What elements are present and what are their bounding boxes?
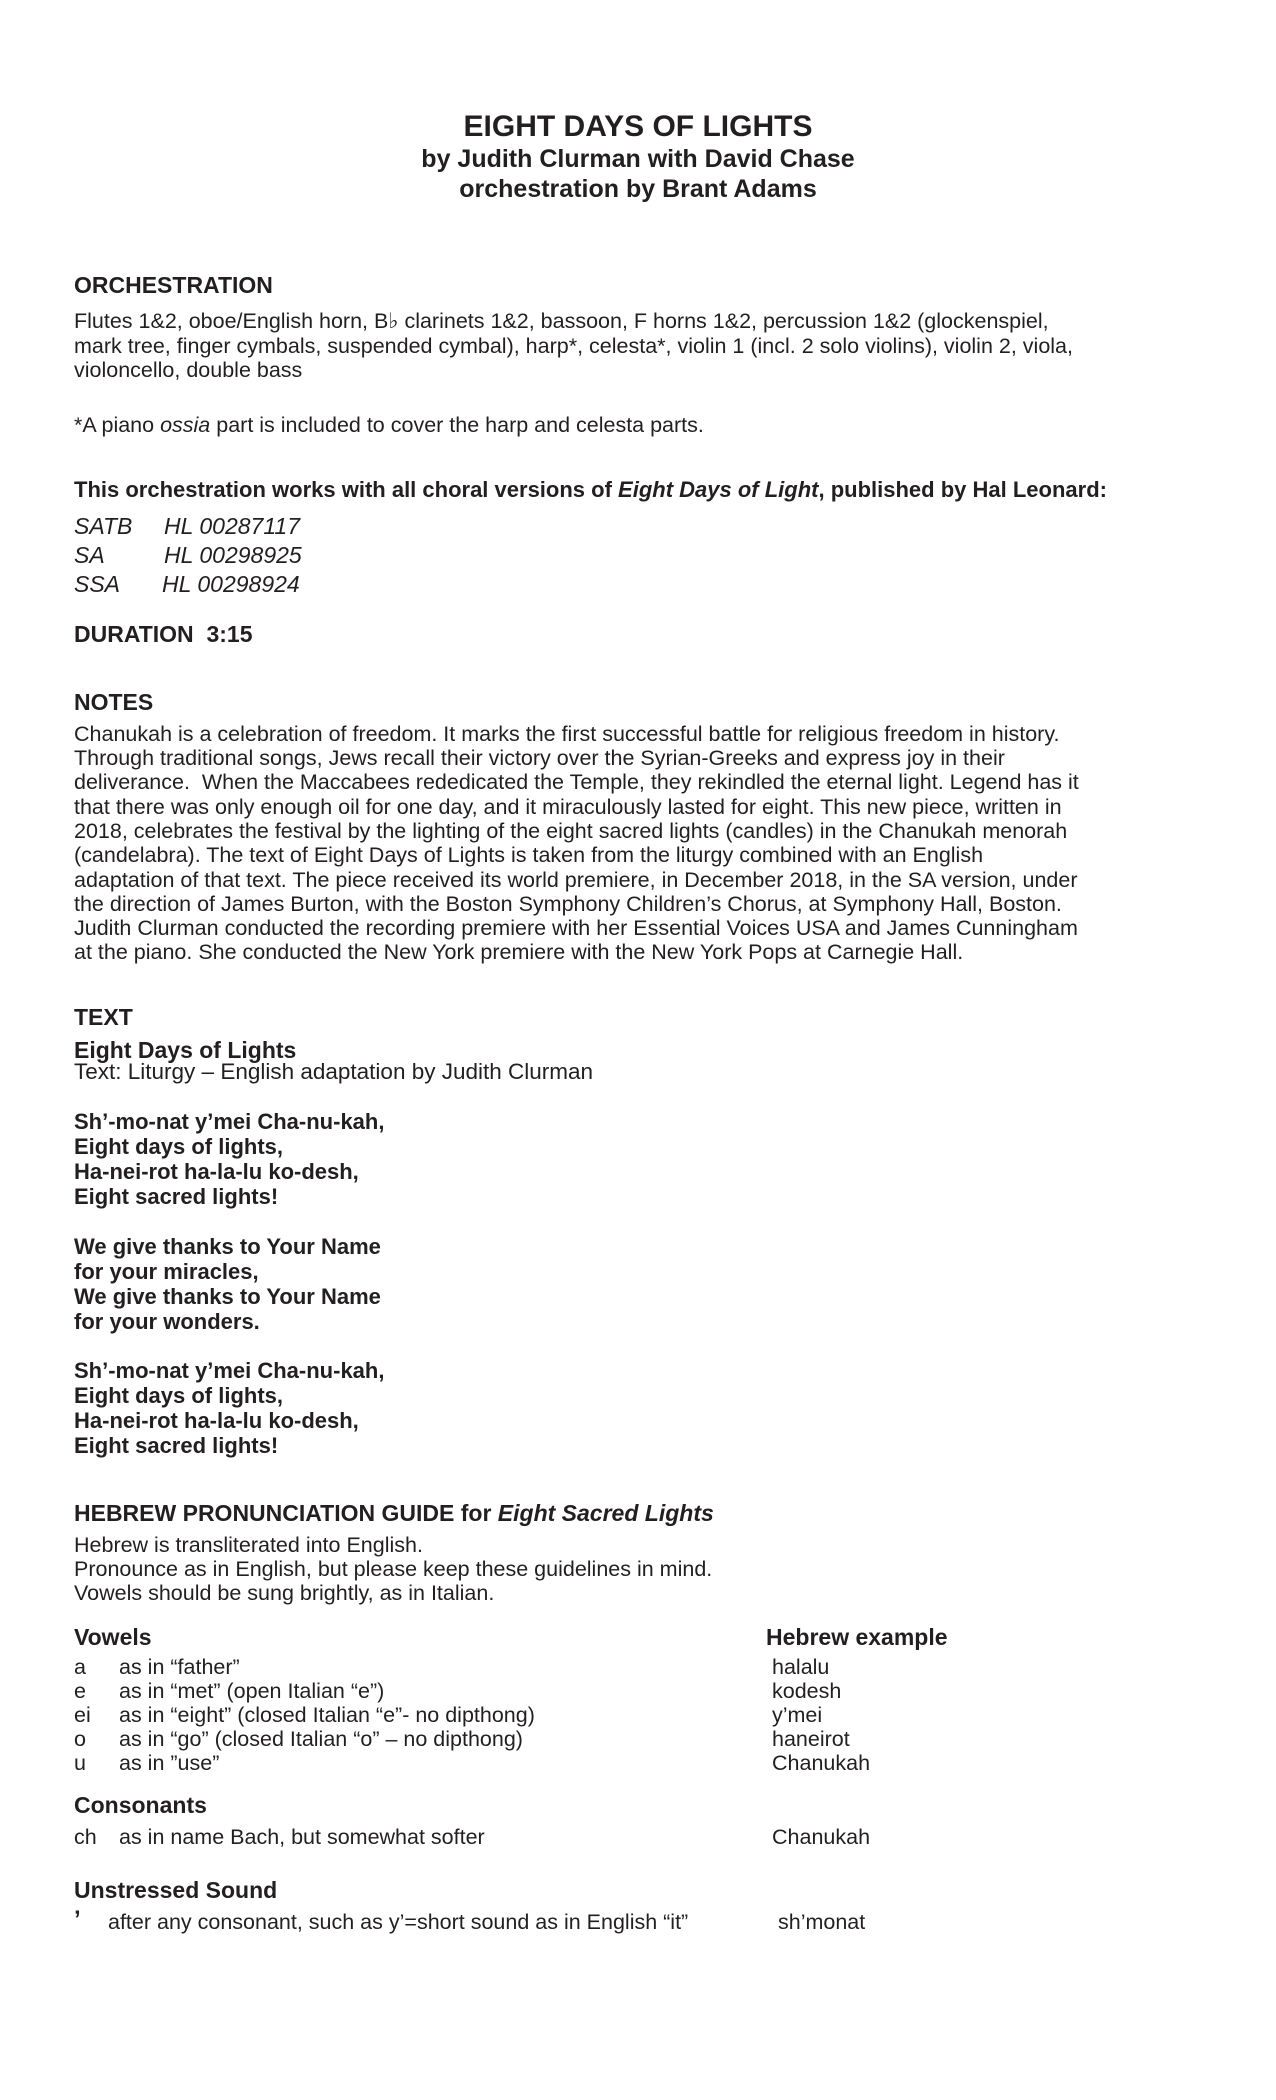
ossia-note bbox=[74, 413, 704, 438]
notes-heading: NOTES bbox=[74, 689, 154, 715]
guide-intro-line: Hebrew is transliterated into English. bbox=[74, 1533, 423, 1557]
notes-line: (candelabra). The text of Eight Days of Lights is taken from the liturgy combined with an English bbox=[74, 843, 984, 867]
vowel-example: Chanukah bbox=[772, 1751, 871, 1775]
lyric-line: Ha-nei-rot ha-la-lu ko-desh, bbox=[74, 1159, 359, 1184]
orchestration-heading: ORCHESTRATION bbox=[74, 272, 273, 298]
vowel-description: as in “go” (closed Italian “o” – no dipthong) bbox=[119, 1727, 523, 1751]
lyric-line: Sh’-mo-nat y’mei Cha-nu-kah, bbox=[74, 1358, 385, 1383]
orchestration-line: Flutes 1&2, oboe/English horn, B♭ clarinets 1&2, bassoon, F horns 1&2, percussion 1&2 (glockenspiel, bbox=[74, 309, 1049, 333]
version-number: HL 00298924 bbox=[162, 571, 300, 597]
page-title: EIGHT DAYS OF LIGHTS bbox=[463, 110, 813, 143]
guide-heading-prefix: HEBREW PRONUNCIATION GUIDE for bbox=[74, 1500, 498, 1526]
ossia-note-prefix: *A piano bbox=[74, 413, 161, 437]
consonant-letter: ch bbox=[74, 1825, 97, 1849]
version-number: HL 00287117 bbox=[164, 513, 301, 539]
lyric-line: for your miracles, bbox=[74, 1259, 259, 1284]
lyric-line: Eight sacred lights! bbox=[74, 1184, 279, 1209]
ossia-note-suffix: part is included to cover the harp and celesta parts. bbox=[210, 413, 704, 437]
vowel-description: as in “father” bbox=[119, 1655, 240, 1679]
vowel-example: y’mei bbox=[772, 1703, 823, 1727]
vowel-example: haneirot bbox=[772, 1727, 850, 1751]
song-title: Eight Days of Lights bbox=[74, 1037, 297, 1063]
vowel-description: as in ”use” bbox=[119, 1751, 220, 1775]
text-credit: Text: Liturgy – English adaptation by Judith Clurman bbox=[74, 1059, 594, 1084]
notes-line: at the piano. She conducted the New York premiere with the New York Pops at Carnegie Hall. bbox=[74, 940, 964, 964]
guide-heading-title: Eight Sacred Lights bbox=[497, 1500, 714, 1526]
vowel-letter: ei bbox=[74, 1703, 91, 1727]
lyric-line: Eight days of lights, bbox=[74, 1134, 284, 1159]
vowel-example: halalu bbox=[772, 1655, 830, 1679]
byline: by Judith Clurman with David Chase bbox=[421, 145, 855, 173]
vowel-letter: e bbox=[74, 1679, 86, 1703]
notes-line: the direction of James Burton, with the Boston Symphony Children’s Chorus, at Symphony Hall, Boston. bbox=[74, 892, 1062, 916]
notes-line: 2018, celebrates the festival by the lighting of the eight sacred lights (candles) in the Chanukah menorah bbox=[74, 819, 1068, 843]
lyric-line: Eight days of lights, bbox=[74, 1383, 284, 1408]
versions-intro-prefix: This orchestration works with all choral versions of bbox=[74, 477, 619, 502]
lyric-line: We give thanks to Your Name bbox=[74, 1284, 381, 1309]
lyric-line: Sh’-mo-nat y’mei Cha-nu-kah, bbox=[74, 1109, 385, 1134]
vowel-description: as in “met” (open Italian “e”) bbox=[119, 1679, 385, 1703]
lyric-line: Ha-nei-rot ha-la-lu ko-desh, bbox=[74, 1408, 359, 1433]
work-title: Eight Days of Light bbox=[618, 477, 819, 502]
lyric-line: for your wonders. bbox=[74, 1309, 260, 1334]
consonant-description: as in name Bach, but somewhat softer bbox=[119, 1825, 485, 1849]
vowel-description: as in “eight” (closed Italian “e”- no dipthong) bbox=[119, 1703, 535, 1727]
notes-line: deliverance. When the Maccabees rededicated the Temple, they rekindled the eternal light. Legend has it bbox=[74, 770, 1079, 794]
guide-intro-line: Vowels should be sung brightly, as in Italian. bbox=[74, 1581, 495, 1605]
consonant-example: Chanukah bbox=[772, 1825, 871, 1849]
version-voicing: SA bbox=[74, 542, 105, 568]
versions-intro bbox=[74, 478, 1107, 503]
notes-line: Judith Clurman conducted the recording premiere with her Essential Voices USA and James Cunningham bbox=[74, 916, 1078, 940]
consonants-heading: Consonants bbox=[74, 1792, 207, 1818]
notes-line: that there was only enough oil for one day, and it miraculously lasted for eight. This new piece, written in bbox=[74, 795, 1062, 819]
orchestration-line: violoncello, double bass bbox=[74, 358, 303, 382]
notes-line: Through traditional songs, Jews recall their victory over the Syrian-Greeks and express joy in their bbox=[74, 746, 1005, 770]
guide-intro-line: Pronounce as in English, but please keep these guidelines in mind. bbox=[74, 1557, 713, 1581]
duration: DURATION 3:15 bbox=[74, 621, 253, 647]
title-block bbox=[0, 110, 1276, 204]
ossia-term: ossia bbox=[160, 413, 211, 437]
version-number: HL 00298925 bbox=[164, 542, 302, 568]
lyric-line: Eight sacred lights! bbox=[74, 1433, 279, 1458]
orchestration-line: mark tree, finger cymbals, suspended cymbal), harp*, celesta*, violin 1 (incl. 2 solo violins), violin 2, viola, bbox=[74, 334, 1073, 358]
text-heading: TEXT bbox=[74, 1004, 133, 1030]
vowels-heading: Vowels bbox=[74, 1624, 152, 1650]
notes-line: Chanukah is a celebration of freedom. It marks the first successful battle for religious freedom in history. bbox=[74, 722, 1060, 746]
versions-intro-suffix: , published by Hal Leonard: bbox=[818, 477, 1107, 502]
unstressed-example: sh’monat bbox=[778, 1910, 866, 1934]
unstressed-description: after any consonant, such as y’=short sound as in English “it” bbox=[108, 1910, 689, 1934]
vowel-letter: u bbox=[74, 1751, 86, 1775]
unstressed-heading: Unstressed Sound bbox=[74, 1877, 278, 1903]
lyric-line: We give thanks to Your Name bbox=[74, 1234, 381, 1259]
hebrew-example-heading: Hebrew example bbox=[766, 1624, 948, 1650]
vowel-example: kodesh bbox=[772, 1679, 842, 1703]
version-voicing: SATB bbox=[74, 513, 133, 539]
pronunciation-guide-heading bbox=[74, 1499, 714, 1527]
vowel-letter: o bbox=[74, 1727, 86, 1751]
orchestrator-credit: orchestration by Brant Adams bbox=[459, 175, 817, 203]
apostrophe-symbol: ’ bbox=[74, 1906, 81, 1933]
version-voicing: SSA bbox=[74, 571, 121, 597]
vowel-letter: a bbox=[74, 1655, 86, 1679]
notes-line: adaptation of that text. The piece received its world premiere, in December 2018, in the SA version, under bbox=[74, 868, 1078, 892]
